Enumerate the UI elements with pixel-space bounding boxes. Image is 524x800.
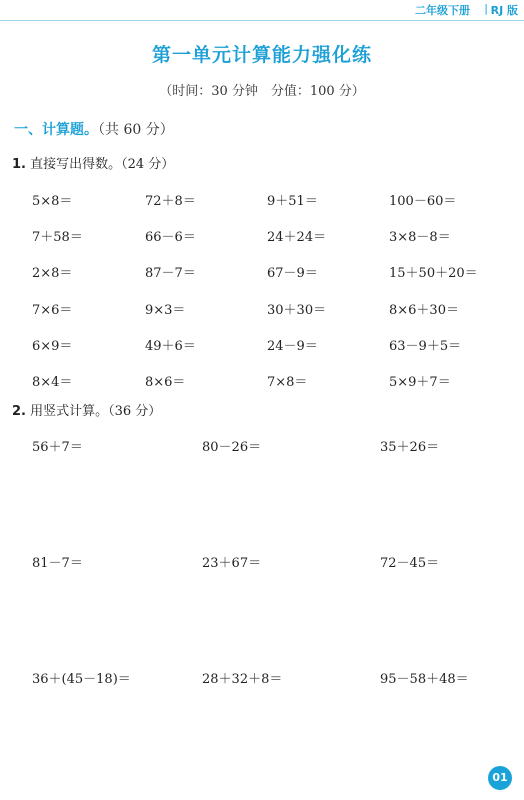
question-1-heading [12, 153, 174, 172]
calc-item: 87－7＝ [145, 266, 196, 282]
time-score-note: （时间：30 分钟 分值：100 分） [159, 84, 365, 99]
calc-item: 100－60＝ [389, 194, 457, 209]
calc-item: 49＋6＝ [145, 338, 196, 354]
calc-item: 8×6＋30＝ [389, 302, 459, 318]
vertical-calc-item: 35＋26＝ [380, 440, 440, 455]
vertical-calc-item: 56＋7＝ [32, 440, 83, 455]
vertical-calc-item: 81－7＝ [32, 556, 83, 571]
oral-calc-grid [32, 190, 502, 407]
question-1-title: 直接写出得数。（24 分） [30, 157, 175, 172]
section-label: 一、计算题。 [14, 122, 98, 138]
calc-item: 72＋8＝ [145, 194, 196, 209]
calc-item: 9＋51＝ [267, 194, 318, 209]
calc-item: 8×4＝ [32, 374, 73, 390]
calc-item: 67－9＝ [267, 266, 318, 282]
calc-item: 30＋30＝ [267, 302, 327, 318]
calc-item: 5×8＝ [32, 194, 73, 209]
calc-item: 5×9＋7＝ [389, 374, 451, 390]
vertical-calc-item: 95－58＋48＝ [380, 672, 469, 687]
calc-item: 7×8＝ [267, 374, 308, 390]
section-points: （共 60 分） [98, 122, 174, 138]
header-rule [0, 20, 524, 21]
calc-item: 8×6＝ [145, 374, 186, 390]
vertical-calc-item: 72－45＝ [380, 556, 440, 571]
header-bar [0, 0, 524, 22]
question-2-number: 2. [12, 404, 26, 419]
vertical-calc-item: 28＋32＋8＝ [202, 672, 283, 687]
calc-item: 63－9＋5＝ [389, 338, 462, 354]
vertical-calc-grid [32, 436, 502, 784]
calc-item: 66－6＝ [145, 230, 196, 246]
vertical-calc-item: 80－26＝ [202, 440, 262, 455]
calc-item: 7＋58＝ [32, 230, 83, 246]
question-2-heading [12, 400, 161, 419]
grade-label: 二年级下册 [415, 4, 470, 17]
page-title: 第一单元计算能力强化练 [151, 44, 372, 66]
calc-item: 15＋50＋20＝ [389, 266, 478, 282]
vertical-calc-item: 36＋(45－18)＝ [32, 672, 131, 687]
calc-item: 6×9＝ [32, 338, 73, 354]
page-number-badge: 01 [488, 766, 512, 790]
calc-item: 3×8－8＝ [389, 230, 451, 246]
question-2-title: 用竖式计算。（36 分） [30, 404, 162, 419]
calc-item: 24－9＝ [267, 338, 318, 354]
section-heading [14, 119, 174, 139]
calc-item: 24＋24＝ [267, 230, 327, 246]
version-label: RJ 版 [490, 4, 518, 17]
calc-item: 7×6＝ [32, 302, 73, 318]
question-1-number: 1. [12, 157, 26, 172]
vertical-calc-item: 23＋67＝ [202, 556, 262, 571]
calc-item: 2×8＝ [32, 266, 73, 282]
header-separator: | [484, 2, 488, 15]
calc-item: 9×3＝ [145, 302, 186, 318]
